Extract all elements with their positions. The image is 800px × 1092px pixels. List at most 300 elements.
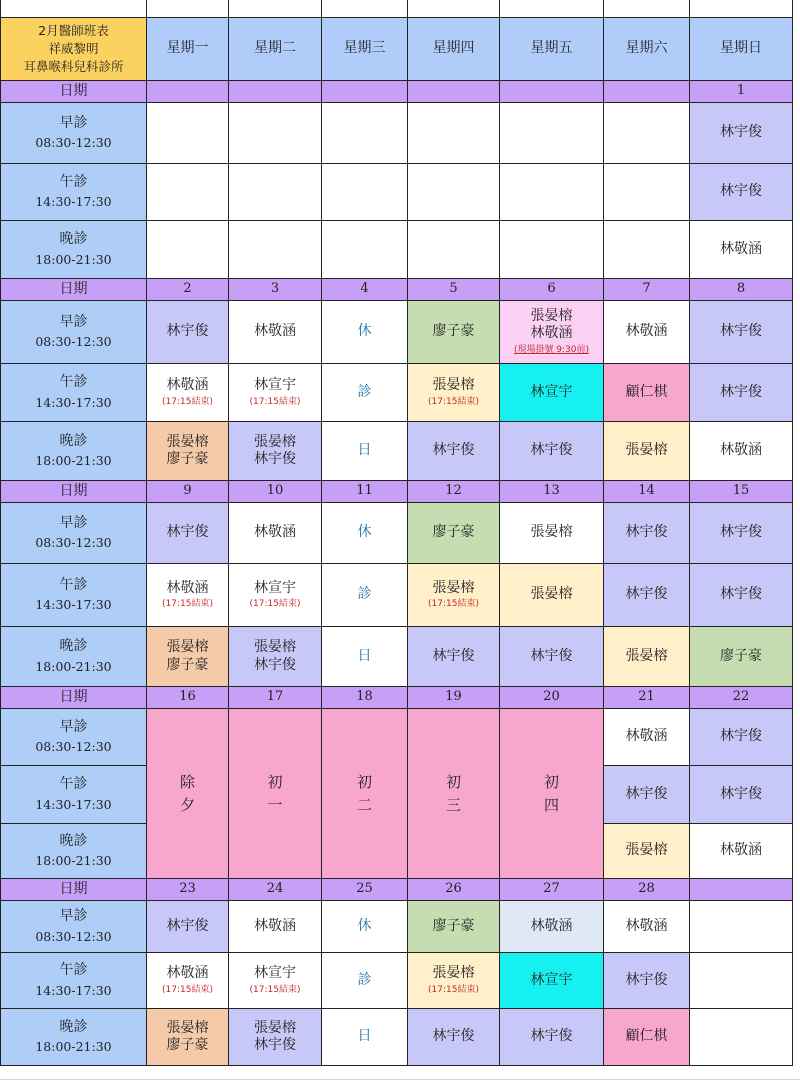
shift-time: 18:00-21:30 [35,453,112,469]
doctor-cell [603,708,690,766]
shift-name: 晚診 [59,231,88,248]
doctor-cell [499,363,604,422]
date-row-label [0,878,147,901]
date-cell [321,878,408,901]
doctor-name: 林宇俊 [254,656,296,673]
date-cell [603,480,690,503]
doctor-cell [603,163,690,221]
doctor-name: 林敬涵 [530,325,573,342]
doctor-name: 林宇俊 [166,917,209,934]
doctor-cell [146,563,229,627]
shift-time: 18:00-21:30 [35,658,112,674]
doctor-cell [146,502,229,564]
doctor-name: 顧仁棋 [625,383,668,400]
shift-note: (17:15結束) [428,599,479,610]
date-number: 8 [736,281,746,297]
doctor-name: 林宇俊 [254,1037,296,1053]
doctor-name: 林宣宇 [530,383,573,400]
date-row-label [0,278,147,301]
doctor-cell [321,900,408,953]
doctor-name: 張晏榕 [625,842,668,859]
doctor-cell [228,102,322,164]
doctor-cell [321,421,408,481]
doctor-name: 林宇俊 [720,586,762,603]
shift-label-cell [0,765,147,824]
doctor-cell [407,1008,500,1066]
doctor-name: 林宇俊 [625,971,668,988]
date-row-label [0,686,147,709]
doctor-cell [689,1008,793,1066]
doctor-name: 林敬涵 [166,579,209,596]
column-border [146,0,147,17]
shift-name: 晚診 [59,832,88,849]
weekday-header [321,17,408,81]
date-label: 日期 [59,482,88,499]
shift-time: 18:00-21:30 [35,251,112,267]
column-border [689,0,690,17]
holiday-label: 初 [356,773,372,791]
closed-marker: 日 [357,1028,372,1045]
shift-note: (17:15結束) [249,599,301,610]
weekday-header [689,17,793,81]
holiday-label: 除 [179,773,195,791]
doctor-name: 林宣宇 [530,971,573,988]
doctor-cell [146,300,229,364]
shift-time: 08:30-12:30 [35,135,112,151]
weekday-label: 星期三 [343,40,386,57]
shift-time: 08:30-12:30 [35,928,112,944]
doctor-cell [603,626,690,687]
shift-name: 晚診 [59,1018,88,1035]
date-cell [603,878,690,901]
date-cell [499,686,604,709]
doctor-name: 林敬涵 [254,917,296,934]
doctor-name: 張晏榕 [530,524,573,541]
schedule-title-line: 耳鼻喉科兒科診所 [23,59,124,75]
doctor-cell [321,563,408,627]
shift-name: 晚診 [59,432,88,449]
doctor-name: 林宇俊 [720,524,762,541]
doctor-cell [689,823,793,879]
date-number: 17 [266,689,284,705]
doctor-name: 林敬涵 [254,524,296,541]
date-label: 日期 [59,688,88,705]
shift-time: 08:30-12:30 [35,535,112,551]
doctor-cell [146,102,229,164]
doctor-cell [499,421,604,481]
shift-time: 08:30-12:30 [35,739,112,755]
date-cell [228,686,322,709]
shift-note: (17:15結束) [162,599,213,610]
doctor-name: 張晏榕 [530,307,573,324]
shift-note: (17:15結束) [428,984,479,995]
doctor-name: 張晏榕 [254,1019,296,1036]
shift-time: 14:30-17:30 [35,394,112,410]
shift-note: (17:15結束) [162,984,213,995]
doctor-name: 林宇俊 [432,1028,475,1045]
date-cell [603,278,690,301]
doctor-name: 張晏榕 [166,639,209,655]
shift-time: 18:00-21:30 [35,1039,112,1055]
shift-label-cell [0,300,147,364]
date-number: 27 [543,881,560,897]
doctor-cell [603,421,690,481]
doctor-name: 林宇俊 [530,647,573,664]
doctor-name: 林宇俊 [720,728,762,745]
holiday-label: 初 [267,773,283,791]
date-number: 1 [736,83,746,99]
doctor-name: 林宇俊 [720,124,762,141]
doctor-name: 廖子豪 [432,917,475,934]
doctor-cell [499,900,604,953]
shift-label-cell [0,163,147,221]
doctor-name: 林宇俊 [530,1028,573,1045]
doctor-cell [146,1008,229,1066]
doctor-name: 張晏榕 [432,377,475,394]
doctor-name: 林敬涵 [625,323,668,340]
doctor-name: 廖子豪 [166,451,209,467]
date-number: 21 [638,689,655,705]
holiday-label: 四 [543,795,559,814]
doctor-cell [228,363,322,422]
shift-label-cell [0,421,147,481]
date-number: 26 [445,881,462,897]
doctor-cell [603,952,690,1009]
doctor-cell [407,626,500,687]
closed-marker: 休 [357,323,372,340]
date-cell [321,80,408,103]
shift-time: 14:30-17:30 [35,597,112,613]
date-number: 24 [266,881,284,897]
date-cell [499,480,604,503]
date-cell [689,878,793,901]
date-number: 6 [547,281,556,297]
doctor-cell [603,1008,690,1066]
doctor-cell [407,563,500,627]
doctor-name: 林宣宇 [254,965,296,982]
date-cell [689,480,793,503]
shift-label-cell [0,952,147,1009]
doctor-cell [321,502,408,564]
doctor-name: 顧仁棋 [625,1028,668,1045]
doctor-cell [407,952,500,1009]
doctor-name: 林宇俊 [720,323,762,340]
shift-label-cell [0,502,147,564]
doctor-name: 林宇俊 [432,647,475,664]
doctor-cell [603,563,690,627]
doctor-cell [603,823,690,879]
date-number: 23 [179,881,196,897]
doctor-cell [499,300,604,364]
doctor-cell [407,363,500,422]
doctor-name: 張晏榕 [432,579,475,596]
shift-name: 早診 [59,514,88,531]
doctor-cell [228,502,322,564]
doctor-cell [689,421,793,481]
doctor-name: 林敬涵 [720,442,762,459]
date-row-label [0,80,147,103]
shift-label-cell [0,900,147,953]
date-label: 日期 [59,880,88,897]
date-cell [407,686,500,709]
doctor-cell [603,502,690,564]
date-cell [146,878,229,901]
doctor-cell [228,1008,322,1066]
doctor-cell [321,626,408,687]
date-cell [689,80,793,103]
date-number: 14 [638,483,655,499]
doctor-name: 林宇俊 [720,383,762,400]
holiday-cell [321,708,408,879]
doctor-name: 林敬涵 [720,240,762,257]
doctor-cell [499,502,604,564]
doctor-name: 張晏榕 [625,647,668,664]
doctor-name: 張晏榕 [625,442,668,459]
closed-marker: 休 [357,917,372,934]
holiday-cell [407,708,500,879]
doctor-name: 廖子豪 [432,524,475,541]
doctor-name: 林宇俊 [625,785,668,802]
date-number: 3 [270,281,280,297]
date-cell [228,278,322,301]
date-number: 5 [449,281,458,297]
schedule-title-line: 祥威黎明 [48,40,99,56]
date-cell [689,278,793,301]
shift-time: 14:30-17:30 [35,194,112,210]
doctor-name: 張晏榕 [166,1019,209,1036]
doctor-cell [321,220,408,279]
doctor-name: 林敬涵 [254,323,296,340]
shift-label-cell [0,626,147,687]
closed-marker: 日 [357,647,372,664]
shift-time: 18:00-21:30 [35,853,112,869]
shift-note: (17:15結束) [249,396,301,407]
date-number: 16 [179,689,196,705]
doctor-cell [603,765,690,824]
weekday-label: 星期四 [432,40,475,57]
doctor-cell [407,300,500,364]
date-cell [321,686,408,709]
weekday-label: 星期五 [530,40,573,57]
weekday-label: 星期日 [720,40,762,57]
column-border [407,0,408,17]
date-label: 日期 [59,82,88,99]
date-number: 11 [356,483,373,499]
doctor-name: 林宣宇 [254,377,296,394]
date-cell [499,80,604,103]
schedule-title-line: 2月醫師班表 [38,22,109,38]
closed-marker: 日 [357,442,372,459]
doctor-cell [499,220,604,279]
holiday-cell [499,708,604,879]
shift-time: 08:30-12:30 [35,334,112,350]
weekday-label: 星期一 [166,40,209,57]
doctor-cell [146,163,229,221]
doctor-name: 林宇俊 [625,586,668,603]
doctor-cell [499,1008,604,1066]
doctor-cell [228,163,322,221]
doctor-cell [499,626,604,687]
doctor-cell [603,220,690,279]
doctor-name: 林宇俊 [432,442,475,459]
doctor-cell [499,163,604,221]
shift-note: (17:15結束) [249,984,301,995]
doctor-cell [321,300,408,364]
shift-label-cell [0,220,147,279]
holiday-cell [228,708,322,879]
doctor-cell [689,563,793,627]
closed-marker: 診 [357,971,372,988]
column-border [792,0,793,17]
date-cell [321,278,408,301]
weekday-label: 星期六 [625,40,668,57]
doctor-name: 林敬涵 [166,965,209,982]
date-cell [228,878,322,901]
date-number: 4 [360,281,369,297]
doctor-cell [228,952,322,1009]
doctor-cell [689,300,793,364]
date-number: 7 [642,281,651,297]
doctor-name: 張晏榕 [254,639,296,655]
holiday-label: 初 [445,773,461,791]
doctor-cell [603,900,690,953]
date-number: 22 [732,689,750,705]
date-number: 19 [445,689,462,705]
doctor-cell [689,765,793,824]
shift-label-cell [0,563,147,627]
shift-label-cell [0,823,147,879]
date-cell [228,480,322,503]
weekday-header [603,17,690,81]
doctor-name: 林宇俊 [625,524,668,541]
holiday-label: 夕 [179,795,195,814]
weekday-header [499,17,604,81]
doctor-cell [689,952,793,1009]
doctor-cell [689,900,793,953]
doctor-name: 林敬涵 [720,842,762,859]
date-number: 15 [732,483,750,499]
doctor-cell [689,220,793,279]
doctor-name: 張晏榕 [530,586,573,603]
doctor-cell [146,220,229,279]
date-cell [146,480,229,503]
date-number: 12 [445,483,462,499]
column-border [0,0,1,17]
doctor-name: 林宇俊 [166,524,209,541]
doctor-cell [146,952,229,1009]
doctor-name: 廖子豪 [432,323,475,340]
date-cell [228,80,322,103]
doctor-cell [407,220,500,279]
date-cell [689,686,793,709]
doctor-cell [146,626,229,687]
date-number: 2 [183,281,192,297]
shift-name: 午診 [59,962,88,979]
doctor-name: 林宇俊 [720,785,762,802]
shift-label-cell [0,102,147,164]
weekday-header [146,17,229,81]
doctor-cell [407,421,500,481]
holiday-label: 二 [356,795,372,814]
shift-note: (17:15結束) [162,396,213,407]
shift-time: 14:30-17:30 [35,796,112,812]
shift-name: 午診 [59,776,88,793]
doctor-name: 林敬涵 [166,377,209,394]
shift-name: 午診 [59,374,88,391]
closed-marker: 休 [357,524,372,541]
doctor-cell [228,900,322,953]
doctor-name: 林宇俊 [166,323,209,340]
date-cell [407,278,500,301]
schedule-title-cell [0,17,147,81]
doctor-name: 廖子豪 [166,656,209,673]
doctor-cell [407,900,500,953]
doctor-cell [228,626,322,687]
closed-marker: 診 [357,586,372,603]
shift-name: 午診 [59,173,88,190]
doctor-name: 林敬涵 [530,917,573,934]
column-border [603,0,604,17]
weekday-label: 星期二 [254,40,296,57]
doctor-cell [146,363,229,422]
doctor-cell [321,952,408,1009]
date-cell [146,80,229,103]
shift-note: (現場掛號 9:30前) [513,344,590,355]
doctor-cell [499,102,604,164]
holiday-label: 一 [267,795,283,814]
doctor-name: 林敬涵 [625,728,668,745]
doctor-cell [603,300,690,364]
date-row-label [0,480,147,503]
shift-name: 晚診 [59,638,88,655]
doctor-cell [228,300,322,364]
column-border [321,0,322,17]
shift-name: 早診 [59,908,88,925]
doctor-name: 林宇俊 [254,451,296,467]
date-cell [499,878,604,901]
date-cell [603,686,690,709]
date-number: 20 [543,689,560,705]
doctor-cell [689,363,793,422]
doctor-cell [603,102,690,164]
date-number: 28 [638,881,655,897]
doctor-name: 林宣宇 [254,579,296,596]
holiday-label: 三 [445,795,461,814]
shift-name: 早診 [59,114,88,131]
date-number: 13 [543,483,560,499]
doctor-cell [499,563,604,627]
doctor-cell [228,563,322,627]
doctor-cell [146,900,229,953]
doctor-cell [689,708,793,766]
shift-name: 早診 [59,718,88,735]
doctor-name: 廖子豪 [166,1037,209,1053]
date-cell [407,878,500,901]
doctor-cell [689,502,793,564]
date-cell [146,686,229,709]
doctor-cell [321,363,408,422]
shift-time: 14:30-17:30 [35,982,112,998]
date-cell [146,278,229,301]
doctor-name: 林敬涵 [625,917,668,934]
doctor-cell [499,952,604,1009]
doctor-cell [228,220,322,279]
doctor-cell [321,163,408,221]
doctor-name: 林宇俊 [720,183,762,200]
doctor-cell [603,363,690,422]
holiday-label: 初 [543,773,559,791]
doctor-cell [228,421,322,481]
